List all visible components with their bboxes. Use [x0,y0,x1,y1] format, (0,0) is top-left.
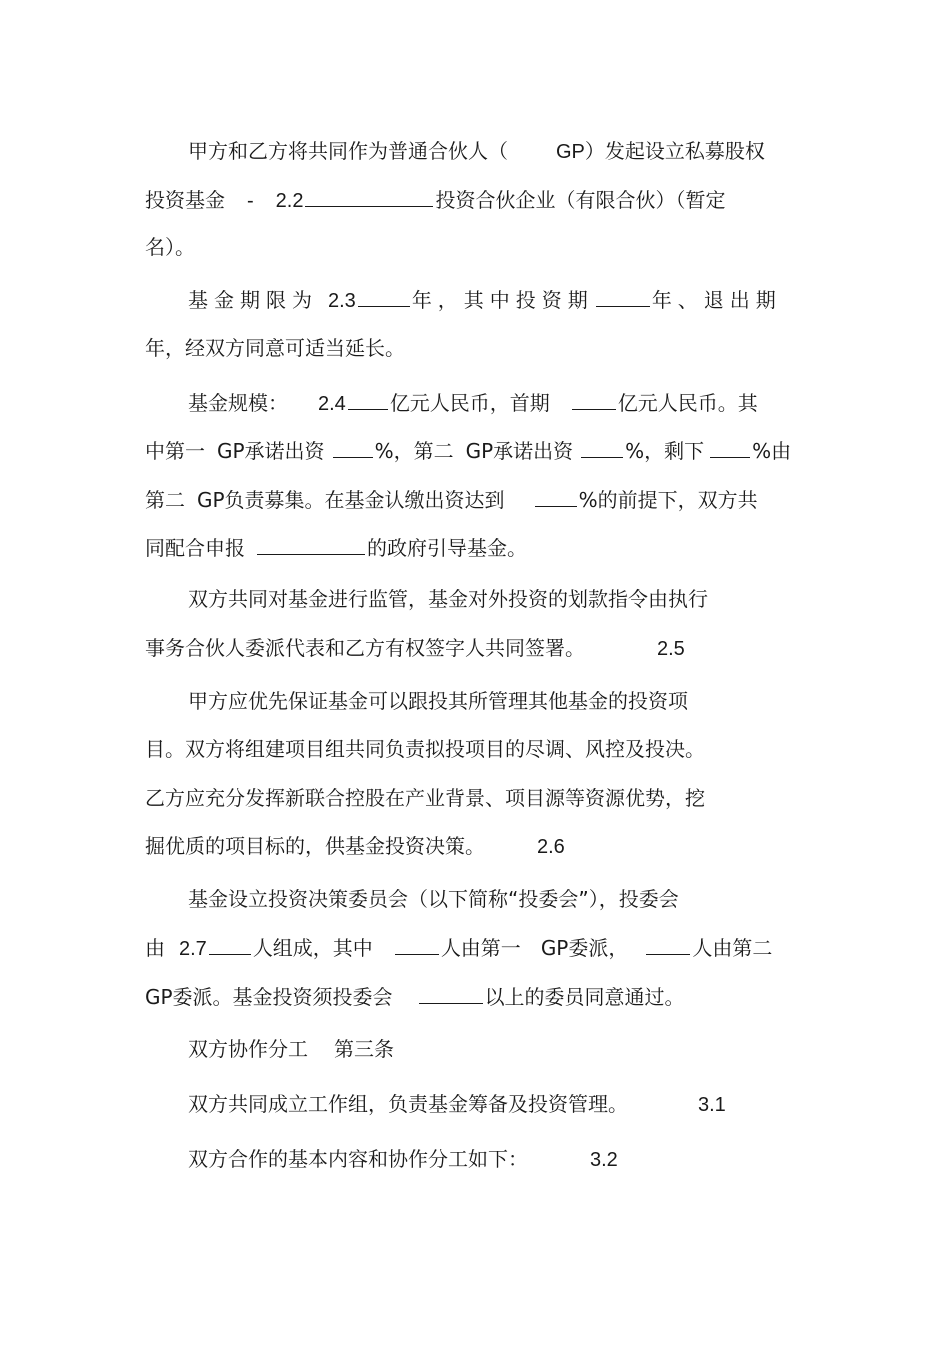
text: %，第二 [374,439,454,463]
paragraph-1-line-2 [145,186,815,212]
text: %的前提下，双方共 [578,488,758,512]
paragraph-4-line-2 [145,635,815,661]
blank-field [535,486,577,507]
text: 基金期限为 [188,288,318,312]
text: 2.4 [318,393,346,415]
text: 亿元人民币，首期 [389,391,550,415]
paragraph-5-line-2 [145,736,815,762]
text: 3.2 [590,1149,618,1171]
text: 年、退出期 [651,288,782,312]
text: 2.3 [328,290,356,312]
text: 以上的委员同意通过。 [484,985,685,1009]
text: 中第一 [145,439,205,463]
text: 甲方和乙方将共同作为普通合伙人（ [188,139,508,163]
blank-field [209,934,251,955]
text: 由 [145,936,165,960]
text: GP委派， [540,936,629,960]
blank-field [596,286,650,307]
text: 第二 [145,488,185,512]
text: 第三条 [334,1037,394,1061]
text: 2.6 [537,836,565,858]
text: 人组成，其中 [252,936,373,960]
text: GP承诺出资 [217,439,325,463]
text: 双方共同成立工作组，负责基金筹备及投资管理。 [188,1092,628,1116]
blank-field [358,286,410,307]
text: 掘优质的项目标的，供基金投资决策。 [145,834,485,858]
blank-field [419,983,483,1004]
text: 的政府引导基金。 [367,536,527,560]
text: ）发起设立私募股权 [584,139,765,163]
paragraph-6-line-3 [145,983,815,1009]
text: - [247,190,254,212]
paragraph-1-line-1 [188,138,815,164]
text: 双方合作的基本内容和协作分工如下： [188,1147,528,1171]
text: %，剩下 [625,439,705,463]
text: 名）。 [145,235,195,259]
text: 双方协作分工 [188,1037,308,1061]
blank-field [395,934,439,955]
text: 3.1 [698,1094,726,1116]
text: 目。双方将组建项目组共同负责拟投项目的尽调、风控及投决。 [145,737,705,761]
paragraph-1-line-3 [145,234,815,260]
text: 事务合伙人委派代表和乙方有权签字人共同签署。 [145,636,585,660]
text: GP承诺出资 [465,439,574,463]
text: 2.5 [657,638,685,660]
text: 2.2 [275,190,304,212]
paragraph-5-line-1 [188,688,815,714]
text: %由 [752,439,792,463]
blank-field [333,437,373,458]
paragraph-3-line-3 [145,486,815,512]
paragraph-8-line-1 [188,1091,815,1117]
blank-field [572,389,616,410]
text: 双方共同对基金进行监管，基金对外投资的划款指令由执行 [188,587,708,611]
paragraph-9-line-1 [188,1146,815,1172]
text: 投资基金 [145,188,225,212]
paragraph-5-line-4 [145,833,815,859]
paragraph-2-line-2 [145,335,815,361]
section-heading [188,1036,815,1062]
blank-field [581,437,623,458]
blank-field [257,534,365,555]
text: 基金设立投资决策委员会（以下简称“投委会”），投委会 [188,887,679,911]
text: 年，经双方同意可适当延长。 [145,336,405,360]
paragraph-3-line-2 [145,437,815,463]
text: GP负责募集。在基金认缴出资达到 [197,488,505,512]
paragraph-6-line-2 [145,934,815,960]
text: 人由第二 [692,936,773,960]
text: 亿元人民币。其 [617,391,758,415]
paragraph-6-line-1 [188,886,815,912]
text: 同配合申报 [145,536,245,560]
text: GP委派。基金投资须投委会 [145,985,393,1009]
paragraph-3-line-4 [145,534,815,560]
text: 年，其中投资期 [411,288,594,312]
text: 甲方应优先保证基金可以跟投其所管理其他基金的投资项 [188,689,688,713]
text: GP [556,141,585,163]
blank-field [710,437,750,458]
text: 基金规模： [188,391,288,415]
blank-field [646,934,690,955]
text: 2.7 [179,938,207,960]
paragraph-4-line-1 [188,586,815,612]
paragraph-2-line-1 [188,286,815,312]
text: 人由第一 [440,936,521,960]
blank-field [348,389,388,410]
text: 乙方应充分发挥新联合控股在产业背景、项目源等资源优势，挖 [145,786,705,810]
text: 投资合伙企业（有限合伙）（暂定 [435,188,726,212]
paragraph-3-line-1 [188,389,815,415]
paragraph-5-line-3 [145,785,815,811]
blank-field [305,186,433,207]
